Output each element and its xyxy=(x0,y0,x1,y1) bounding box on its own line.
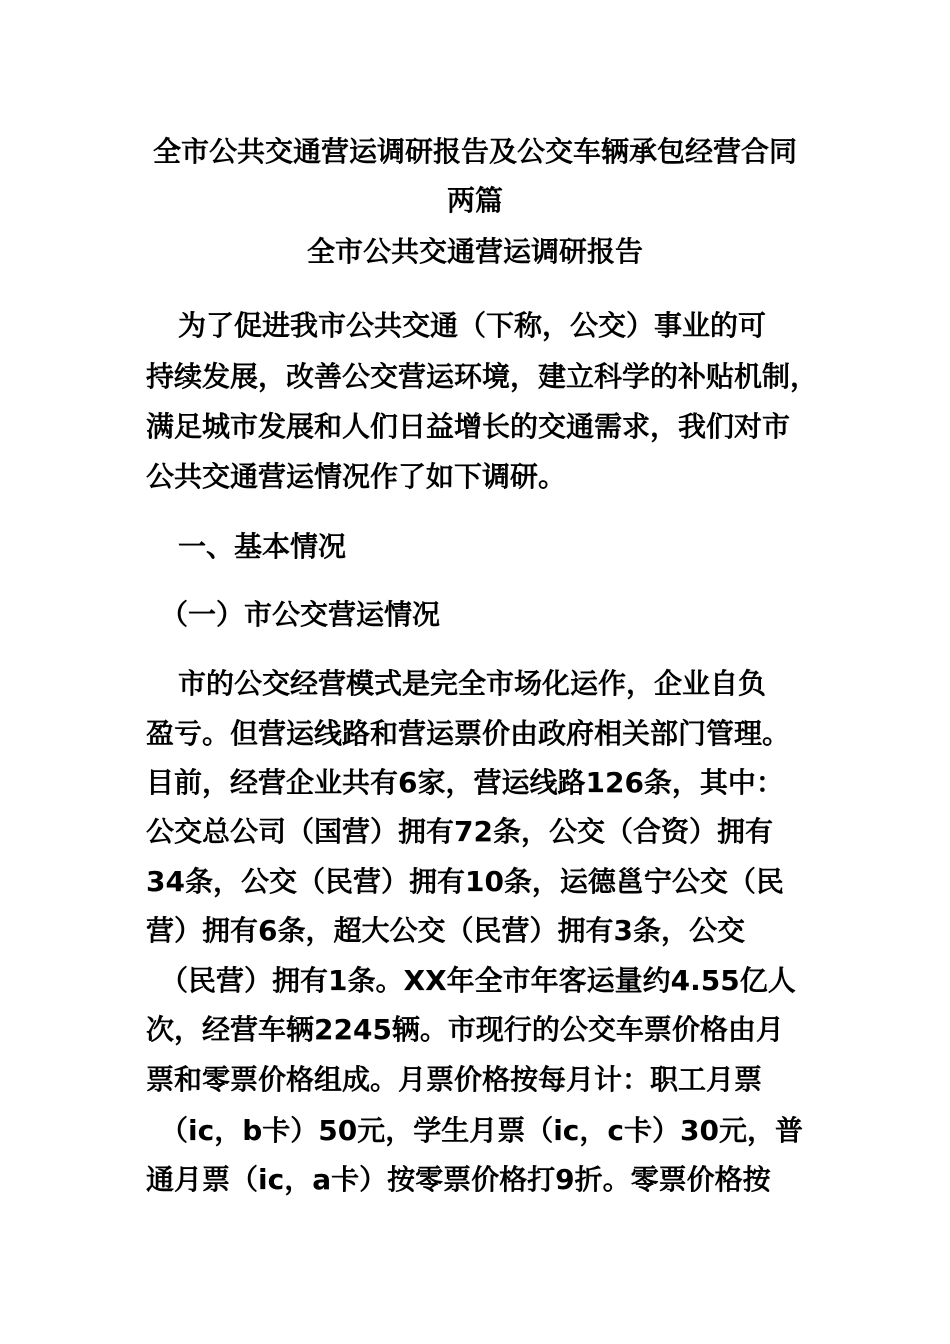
section-heading-basic-situation: 一、基本情况 xyxy=(178,530,347,563)
body-line-9: 票和零票价格组成。月票价格按每月计：职工月票 xyxy=(146,1063,763,1096)
body-line-3: 目前，经营企业共有6家，营运线路126条，其中： xyxy=(146,766,784,799)
intro-line-4: 公共交通营运情况作了如下调研。 xyxy=(146,460,567,493)
body-line-2: 盈亏。但营运线路和营运票价由政府相关部门管理。 xyxy=(146,717,791,750)
body-line-10: （ic，b卡）50元，学生月票（ic，c卡）30元，普 xyxy=(160,1114,803,1147)
document-title-line-1: 全市公共交通营运调研报告及公交车辆承包经营合同 xyxy=(152,135,797,168)
body-line-7: （民营）拥有1条。XX年全市年客运量约4.55亿人 xyxy=(160,964,796,997)
body-line-6: 营）拥有6条，超大公交（民营）拥有3条，公交 xyxy=(146,914,745,947)
body-line-8: 次，经营车辆2245辆。市现行的公交车票价格由月 xyxy=(146,1013,784,1046)
body-line-11: 通月票（ic，a卡）按零票价格打9折。零票价格按 xyxy=(146,1163,771,1196)
body-line-1: 市的公交经营模式是完全市场化运作，企业自负 xyxy=(178,667,767,700)
intro-line-1: 为了促进我市公共交通（下称，公交）事业的可 xyxy=(178,309,767,342)
body-line-5: 34条，公交（民营）拥有10条，运德邕宁公交（民 xyxy=(146,865,784,898)
document-title-line-2: 两篇 xyxy=(446,184,503,217)
subsection-heading-bus-operation: （一）市公交营运情况 xyxy=(160,598,441,631)
body-line-4: 公交总公司（国营）拥有72条，公交（合资）拥有 xyxy=(146,815,773,848)
intro-line-3: 满足城市发展和人们日益增长的交通需求，我们对市 xyxy=(146,410,791,443)
intro-line-2: 持续发展，改善公交营运环境，建立科学的补贴机制， xyxy=(146,360,819,393)
report-subtitle: 全市公共交通营运调研报告 xyxy=(306,235,643,268)
